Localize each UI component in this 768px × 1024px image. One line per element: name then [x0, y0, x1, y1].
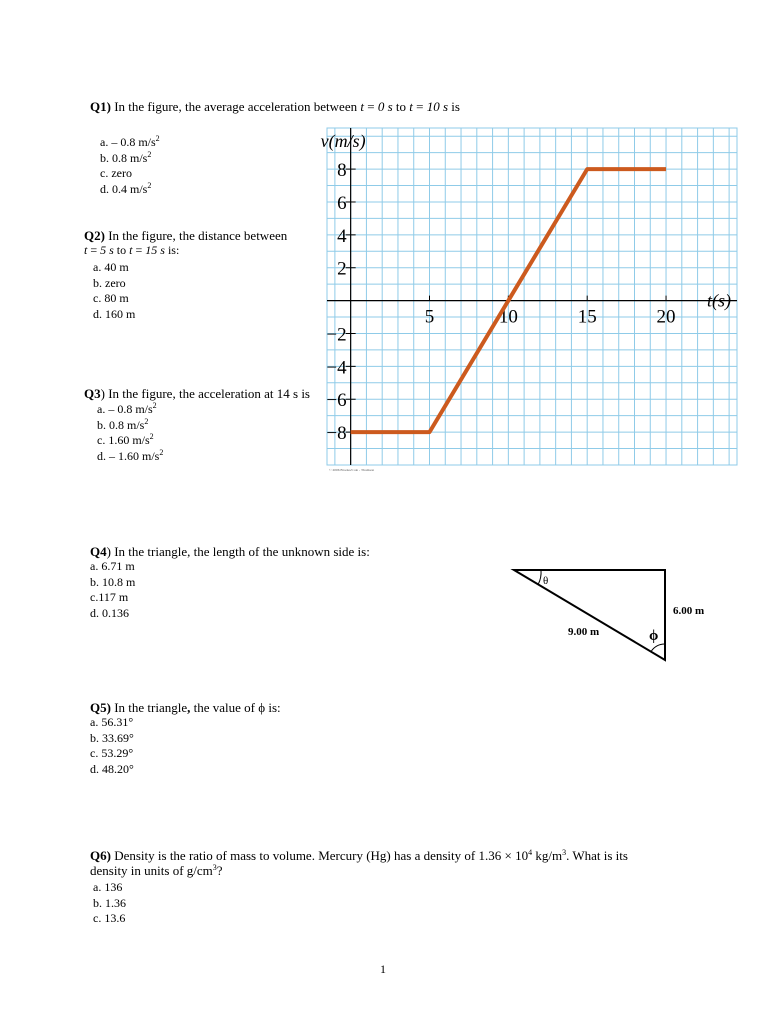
q2-number: Q2) [84, 228, 105, 243]
q1-option-b: b. 0.8 $m/s^2$ [100, 149, 152, 165]
vertical-side-label: 6.00 m [673, 605, 705, 617]
q4-option-c: c.117 m [90, 590, 129, 604]
y-tick-label: 2 [337, 258, 347, 280]
hypotenuse-label: 9.00 m [568, 626, 600, 638]
y-tick-label: 4 [337, 225, 347, 247]
q6-options [93, 880, 126, 927]
q2-option-b: b. zero [93, 275, 126, 290]
q3-option-d: d. – 1.60 $m/s^2$ [97, 447, 164, 463]
grid-border [327, 128, 737, 465]
x-tick-label: 5 [424, 306, 435, 328]
right-triangle-figure [505, 562, 725, 666]
phi-symbol: ϕ [649, 628, 659, 644]
page-number: 1 [380, 962, 386, 976]
y-tick-label: −6 [326, 390, 347, 412]
q6-number: Q6) [90, 848, 111, 863]
x-tick-label: 15 [577, 306, 597, 328]
y-tick-label: 8 [337, 160, 347, 182]
q2-option-a: a. 40 m [93, 260, 129, 274]
q5-option-b: b. 33.69° [90, 730, 134, 745]
q1-number: Q1) [90, 99, 111, 114]
q6-question: Q6) Density is the ratio of mass to volume. Mercury (Hg) has a density of $1.36 \times 10^4$ $kg/m^3$. What is its density in units of $g/cm^3$? [90, 848, 628, 878]
theta-arc [538, 570, 541, 584]
q3-option-c: c. 1.60 $m/s^2$ [97, 432, 154, 447]
q5-option-a: a. 56.31° [90, 715, 134, 729]
q4-number: Q4 [90, 544, 107, 559]
q6-option-c: c. 13.6 [93, 911, 126, 925]
x-axis-label: t(s) [707, 290, 731, 311]
q5-options [90, 715, 134, 777]
phi-arc [651, 644, 665, 652]
velocity-time-graph [0, 0, 768, 480]
y-axis-label: v(m/s) [320, 131, 366, 151]
q3-option-b: b. 0.8 $m/s^2$ [97, 416, 149, 432]
q2-option-c: c. 80 m [93, 291, 129, 305]
graph-axes [327, 128, 737, 465]
y-tick-label: 6 [337, 192, 347, 214]
q4-option-a: a. 6.71 m [90, 559, 135, 573]
q4-option-b: b. 10.8 m [90, 574, 136, 589]
q3-option-a: a. – 0.8 $m/s^2$ [97, 401, 157, 416]
q1-option-a: a. – 0.8 $m/s^2$ [100, 134, 160, 149]
theta-symbol: θ [543, 575, 549, 587]
q3-number: Q3 [84, 386, 101, 401]
q3-question: Q3) In the figure, the acceleration at 14 s is [84, 386, 310, 401]
y-tick-label: −8 [326, 423, 347, 445]
x-tick-label: 20 [656, 306, 676, 328]
q2-option-d: d. 160 m [93, 306, 136, 321]
q5-option-d: d. 48.20° [90, 761, 134, 776]
q1-option-c: c. zero [100, 166, 132, 180]
q4-options [90, 559, 135, 621]
y-tick-label: −2 [326, 324, 347, 346]
q5-option-c: c. 53.29° [90, 746, 134, 760]
q6-option-a: a. 136 [93, 880, 123, 894]
q4-question: Q4) In the triangle, the length of the unknown side is: [90, 544, 370, 559]
q1-question: Q1) In the figure, the average acceleration between t = 0 s to t = 10 s is [90, 99, 460, 114]
q1-option-d: d. 0.4 $m/s^2$ [100, 180, 152, 196]
graph-tick-labels [326, 160, 675, 444]
graph-grid [327, 128, 737, 465]
y-tick-label: −4 [326, 357, 347, 379]
q4-option-d: d. 0.136 [90, 605, 129, 620]
q6-option-b: b. 1.36 [93, 895, 126, 910]
x-tick-label: 10 [498, 306, 518, 328]
q5-number: Q5) [90, 700, 111, 715]
q5-question: Q5) In the triangle, the value of ϕ is: [90, 700, 281, 715]
q2-question: Q2) In the figure, the distance between t = 5 s to t = 15 s is: [84, 228, 288, 257]
figure-credit: © 2006 Brooks/Cole - Thomson [329, 468, 375, 472]
triangle-outline [514, 570, 665, 660]
